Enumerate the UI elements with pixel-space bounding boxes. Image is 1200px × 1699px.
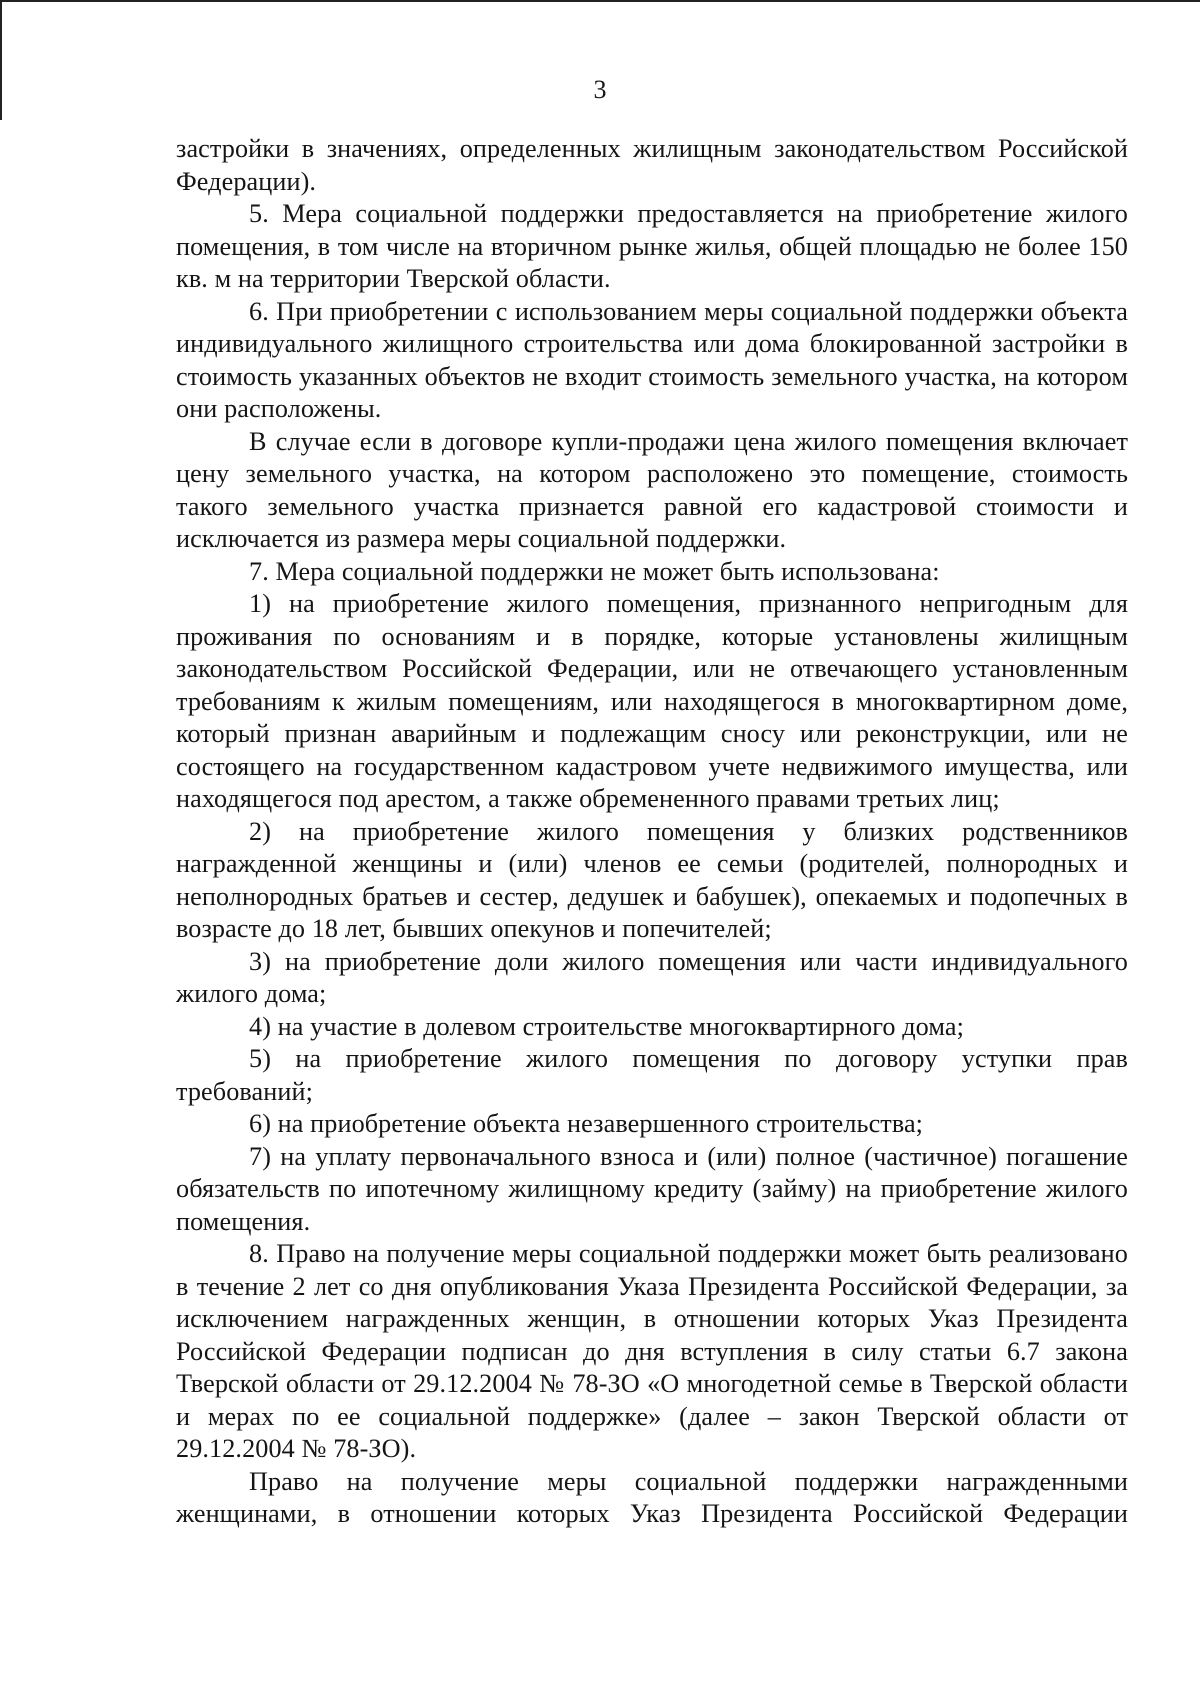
document-body: [176, 133, 1128, 1531]
page-number: 3: [593, 75, 607, 104]
scan-edge-top: [0, 0, 1200, 2]
subitem-7-6: 6) на приобретение объекта незавершенного строительства;: [249, 1109, 924, 1138]
paragraph-item-5: 5. Мера социальной поддержки предоставляется на приобретение жилого помещения, в том числе на вторичном рынке жилья, общей площадью не более 150 кв. м на территории Тверской области.: [176, 199, 1128, 293]
subitem-7-7: 7) на уплату первоначального взноса и (или) полное (частичное) погашение обязательств по ипотечному жилищному кредиту (займу) на приобретение жилого помещения.: [176, 1141, 1128, 1236]
subitem-7-1: 1) на приобретение жилого помещения, признанного непригодным для проживания по основаниям и в порядке, которые установлены жилищным законодательством Российской Федерации, или не отвечающего установленным требованиям к жилым помещениям, или находящегося в многоквартирном доме, который признан аварийным и подлежащим сносу или реконструкции, или не состоящего на государственном кадастровом учете недвижимого имущества, или находящегося под арестом, а также обремененного правами третьих лиц;: [176, 589, 1128, 813]
paragraph-item-7: 7. Мера социальной поддержки не может быть использована:: [249, 556, 940, 586]
paragraph-item-8: 8. Право на получение меры социальной поддержки может быть реализовано в течение 2 лет со дня опубликования Указа Президента Российской Федерации, за исключением награжденных женщин, в отношении которых Указ Президента Российской Федерации подписан до дня вступления в силу статьи 6.7 закона Тверской области от 29.12.2004 № 78-ЗО «О многодетной семье в Тверской области и мерах по ее социальной поддержке» (далее – закон Тверской области от 29.12.2004 № 78-ЗО).: [176, 1239, 1128, 1463]
subitem-7-2: 2) на приобретение жилого помещения у близких родственников награжденной женщины и (или) членов ее семьи (родителей, полнородных и неполнородных братьев и сестер, дедушек и бабушек), опекаемых и подопечных в возрасте до 18 лет, бывших опекунов и попечителей;: [176, 816, 1128, 943]
paragraph-item-6: 6. При приобретении с использованием меры социальной поддержки объекта индивидуального жилищного строительства или дома блокированной застройки в стоимость указанных объектов не входит стоимость земельного участка, на котором они расположены.: [176, 296, 1128, 423]
subitem-7-3: 3) на приобретение доли жилого помещения или части индивидуального жилого дома;: [176, 946, 1128, 1008]
paragraph-continuation: застройки в значениях, определенных жилищным законодательством Российской Федерации).: [176, 134, 1128, 196]
subitem-7-5: 5) на приобретение жилого помещения по договору уступки прав требований;: [176, 1044, 1128, 1106]
subitem-7-4: 4) на участие в долевом строительстве многоквартирного дома;: [249, 1011, 964, 1041]
paragraph-item-8-cont: Право на получение меры социальной поддержки награжденными женщинами, в отношении которых Указ Президента Российской Федерации: [176, 1466, 1128, 1528]
paragraph-item-6-cont: В случае если в договоре купли-продажи цена жилого помещения включает цену земельного участка, на котором расположено это помещение, стоимость такого земельного участка признается равной его кадастровой стоимости и исключается из размера меры социальной поддержки.: [176, 426, 1128, 553]
